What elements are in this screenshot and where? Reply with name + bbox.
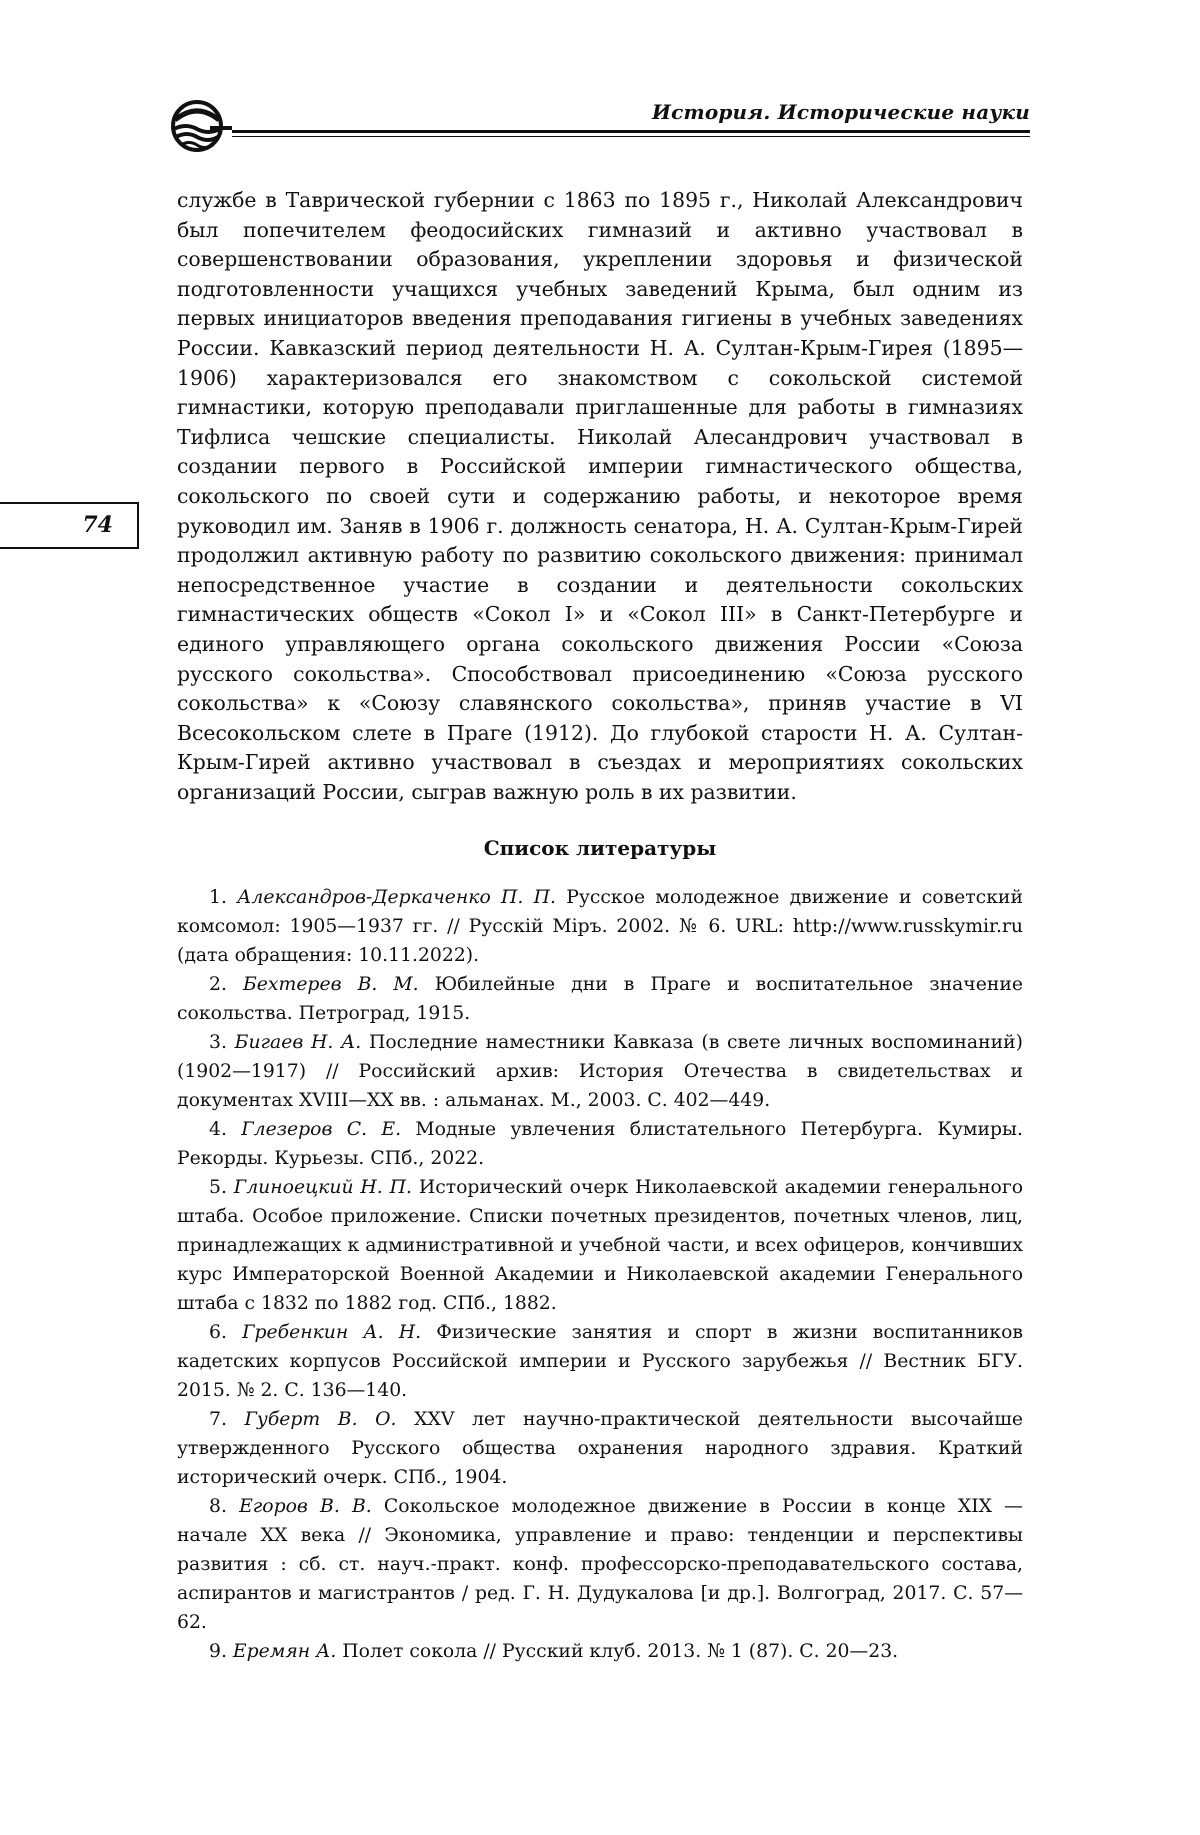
reference-number: 5.: [209, 1177, 227, 1199]
body-paragraph: службе в Таврической губернии с 1863 по 1895 г., Николай Александрович был попечителем феодосийских гимназий и активно участвовал в совершенствовании образования, укреплении здоровья и физической подготовленности учащихся учебных заведений Крыма, был одним из первых инициаторов введения преподавания гигиены в учебных заведениях России. Кавказский период деятельности Н. А. Султан-Крым-Гирея (1895—1906) характеризовался его знакомством с сокольской системой гимнастики, которую преподавали приглашенные для работы в гимназиях Тифлиса чешские специалисты. Николай Алесандрович участвовал в создании первого в Российской империи гимнастического общества, сокольского по своей сути и содержанию работы, и некоторое время руководил им. Заняв в 1906 г. должность сенатора, Н. А. Султан-Крым-Гирей продолжил активную работу по развитию сокольского движения: принимал непосредственное участие в создании и деятельности сокольских гимнастических обществ «Сокол I» и «Сокол III» в Санкт-Петербурге и единого управляющего органа сокольского движения России «Союза русского сокольства». Способствовал присоединению «Союза русского сокольства» к «Союзу славянского сокольства», приняв участие в VI Всесокольском слете в Праге (1912). До глубокой старости Н. А. Султан-Крым-Гирей активно участвовал в съездах и мероприятиях сокольских организаций России, сыграв важную роль в их развитии.: [177, 188, 1023, 804]
reference-item: [177, 1173, 1023, 1318]
references-heading: Список литературы: [483, 836, 717, 861]
reference-author: Губерт В. О.: [244, 1409, 397, 1431]
reference-text: Юбилейные дни в Праге и воспитательное значение сокольства. Петроград, 1915.: [177, 974, 1023, 1025]
page-number-tab: [0, 502, 139, 549]
reference-item: [177, 1318, 1023, 1405]
page-number: 74: [82, 512, 113, 538]
reference-item: [177, 1115, 1023, 1173]
reference-author: Глезеров С. Е.: [241, 1119, 402, 1141]
reference-author: Бигаев Н. А.: [234, 1032, 362, 1054]
reference-author: Бехтерев В. М.: [243, 974, 419, 996]
header-rule-thin: [232, 136, 1030, 137]
reference-number: 3.: [209, 1032, 227, 1054]
reference-text: XXV лет научно-практической деятельности высочайше утвержденного Русского общества охранения народного здравия. Краткий исторический очерк. СПб., 1904.: [177, 1409, 1023, 1489]
reference-number: 2.: [209, 974, 227, 996]
reference-text: Исторический очерк Николаевской академии генерального штаба. Особое приложение. Списки почетных президентов, почетных членов, лиц, принадлежащих к административной и учебной части, и всех офицеров, кончивших курс Императорской Военной Академии и Николаевской академии Генерального штаба с 1832 по 1882 год. СПб., 1882.: [177, 1177, 1023, 1315]
reference-item: [177, 883, 1023, 970]
reference-number: 4.: [209, 1119, 227, 1141]
reference-author: Егоров В. В.: [239, 1496, 372, 1518]
reference-text: Русское молодежное движение и советский комсомол: 1905—1937 гг. // Русскій Міръ. 2002. № 6. URL: http://www.russkymir.ru (дата обращения: 10.11.2022).: [177, 887, 1023, 967]
reference-text: Полет сокола // Русский клуб. 2013. № 1 (87). С. 20—23.: [342, 1641, 899, 1663]
reference-number: 6.: [209, 1322, 227, 1344]
reference-item: [177, 1492, 1023, 1637]
reference-number: 1.: [209, 887, 227, 909]
journal-logo-icon: [170, 96, 232, 158]
reference-item: [177, 970, 1023, 1028]
running-header: [170, 96, 1030, 146]
references-list: [177, 883, 1023, 1666]
reference-item: [177, 1405, 1023, 1492]
reference-text: Последние наместники Кавказа (в свете личных воспоминаний) (1902—1917) // Российский архив: История Отечества в свидетельствах и документах XVIII—XX вв. : альманах. М., 2003. С. 402—449.: [177, 1032, 1023, 1112]
reference-item: [177, 1028, 1023, 1115]
running-header-title: История. Исторические науки: [652, 100, 1030, 124]
reference-number: 7.: [209, 1409, 227, 1431]
reference-text: Модные увлечения блистательного Петербурга. Кумиры. Рекорды. Курьезы. СПб., 2022.: [177, 1119, 1023, 1170]
reference-author: Александров-Деркаченко П. П.: [237, 887, 556, 909]
reference-author: Глиноецкий Н. П.: [233, 1177, 412, 1199]
reference-number: 8.: [209, 1496, 227, 1518]
page-content: [177, 186, 1023, 1666]
reference-text: Сокольское молодежное движение в России в конце XIX — начале XX века // Экономика, управление и право: тенденции и перспективы развития : сб. ст. науч.-практ. конф. профессорско-преподавательского состава, аспирантов и магистрантов / ред. Г. Н. Дудукалова [и др.]. Волгоград, 2017. С. 57—62.: [177, 1496, 1023, 1634]
reference-text: Физические занятия и спорт в жизни воспитанников кадетских корпусов Российской империи и Русского зарубежья // Вестник БГУ. 2015. № 2. С. 136—140.: [177, 1322, 1023, 1402]
reference-author: Гребенкин А. Н.: [242, 1322, 422, 1344]
reference-item: [177, 1637, 1023, 1666]
reference-number: 9.: [209, 1641, 227, 1663]
header-rule-thick: [232, 130, 1030, 133]
reference-author: Еремян А.: [232, 1641, 337, 1663]
